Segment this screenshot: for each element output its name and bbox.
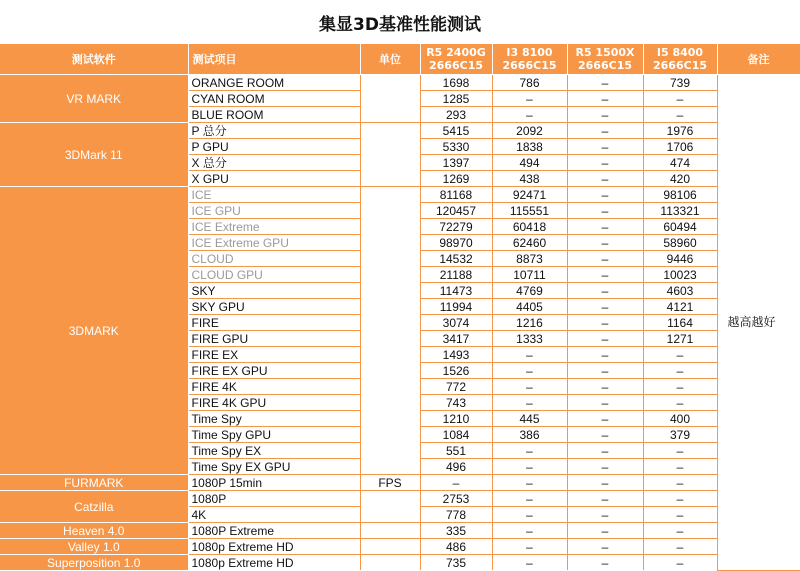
score-cell: – [492, 443, 567, 459]
test-item-cell: FIRE 4K [188, 379, 360, 395]
unit-cell [360, 539, 420, 555]
score-cell: – [567, 523, 643, 539]
score-cell: – [643, 395, 717, 411]
score-cell: 113321 [643, 203, 717, 219]
test-item-cell: CLOUD [188, 251, 360, 267]
score-cell: 92471 [492, 187, 567, 203]
score-cell: – [567, 395, 643, 411]
score-cell: 1838 [492, 139, 567, 155]
score-cell: 115551 [492, 203, 567, 219]
score-cell: 335 [420, 523, 492, 539]
table-row [0, 123, 800, 139]
score-cell: – [492, 507, 567, 523]
test-item-cell: FIRE [188, 315, 360, 331]
score-cell: – [643, 443, 717, 459]
table-row [0, 475, 800, 491]
score-cell: 72279 [420, 219, 492, 235]
score-cell: – [492, 491, 567, 507]
score-cell: 10711 [492, 267, 567, 283]
test-item-cell: FIRE GPU [188, 331, 360, 347]
test-item-cell: ICE [188, 187, 360, 203]
score-cell: – [643, 107, 717, 123]
score-cell: 21188 [420, 267, 492, 283]
header-cpu-4 [643, 44, 717, 75]
test-item-cell: 1080P [188, 491, 360, 507]
score-cell: 786 [492, 75, 567, 91]
score-cell: 445 [492, 411, 567, 427]
software-cell: Heaven 4.0 [0, 523, 188, 539]
table-row [0, 539, 800, 555]
score-cell: – [492, 475, 567, 491]
score-cell: – [643, 539, 717, 555]
score-cell: – [567, 475, 643, 491]
header-cpu-2-memory: 2666C15 [502, 59, 557, 72]
score-cell: – [492, 107, 567, 123]
score-cell: 120457 [420, 203, 492, 219]
score-cell: – [643, 491, 717, 507]
software-cell: Valley 1.0 [0, 539, 188, 555]
header-cpu-3-memory: 2666C15 [578, 59, 632, 72]
software-cell: VR MARK [0, 75, 188, 123]
test-item-cell: SKY GPU [188, 299, 360, 315]
score-cell: 739 [643, 75, 717, 91]
score-cell: 60494 [643, 219, 717, 235]
software-cell: 3DMARK [0, 187, 188, 475]
test-item-cell: P 总分 [188, 123, 360, 139]
table-row [0, 555, 800, 571]
score-cell: 11473 [420, 283, 492, 299]
score-cell: 2753 [420, 491, 492, 507]
score-cell: – [567, 267, 643, 283]
score-cell: – [567, 331, 643, 347]
software-cell: FURMARK [0, 475, 188, 491]
score-cell: – [492, 523, 567, 539]
test-item-cell: 1080P Extreme [188, 523, 360, 539]
test-item-cell: ICE GPU [188, 203, 360, 219]
score-cell: – [492, 555, 567, 571]
table-row [0, 491, 800, 507]
score-cell: 81168 [420, 187, 492, 203]
header-cpu-3-model: R5 1500X [575, 46, 635, 59]
unit-cell [360, 187, 420, 475]
table-body [0, 75, 800, 571]
score-cell: – [567, 283, 643, 299]
unit-cell [360, 123, 420, 187]
score-cell: 4769 [492, 283, 567, 299]
score-cell: 778 [420, 507, 492, 523]
unit-cell [360, 491, 420, 523]
score-cell: 1210 [420, 411, 492, 427]
header-cpu-1-model: R5 2400G [426, 46, 486, 59]
score-cell: 1164 [643, 315, 717, 331]
score-cell: 1706 [643, 139, 717, 155]
test-item-cell: ICE Extreme GPU [188, 235, 360, 251]
score-cell: 3417 [420, 331, 492, 347]
test-item-cell: X GPU [188, 171, 360, 187]
score-cell: – [643, 507, 717, 523]
score-cell: – [492, 363, 567, 379]
score-cell: – [567, 347, 643, 363]
score-cell: – [643, 523, 717, 539]
score-cell: – [643, 475, 717, 491]
score-cell: – [567, 219, 643, 235]
test-item-cell: P GPU [188, 139, 360, 155]
score-cell: 1285 [420, 91, 492, 107]
score-cell: 4603 [643, 283, 717, 299]
score-cell: 5415 [420, 123, 492, 139]
score-cell: – [492, 539, 567, 555]
score-cell: 400 [643, 411, 717, 427]
unit-cell [360, 555, 420, 571]
score-cell: – [567, 299, 643, 315]
test-item-cell: CLOUD GPU [188, 267, 360, 283]
table-row [0, 523, 800, 539]
score-cell: – [567, 315, 643, 331]
test-item-cell: SKY [188, 283, 360, 299]
unit-cell: FPS [360, 475, 420, 491]
score-cell: 496 [420, 459, 492, 475]
header-software: 测试软件 [0, 44, 188, 75]
score-cell: – [492, 91, 567, 107]
score-cell: 1333 [492, 331, 567, 347]
score-cell: 386 [492, 427, 567, 443]
score-cell: 1216 [492, 315, 567, 331]
unit-cell [360, 523, 420, 539]
test-item-cell: 4K [188, 507, 360, 523]
score-cell: 14532 [420, 251, 492, 267]
score-cell: – [643, 347, 717, 363]
score-cell: – [567, 555, 643, 571]
score-cell: 551 [420, 443, 492, 459]
score-cell: 98106 [643, 187, 717, 203]
score-cell: – [492, 347, 567, 363]
test-item-cell: FIRE EX GPU [188, 363, 360, 379]
score-cell: 60418 [492, 219, 567, 235]
unit-cell [360, 75, 420, 123]
test-item-cell: FIRE EX [188, 347, 360, 363]
benchmark-table [0, 44, 800, 571]
table-header [0, 44, 800, 75]
software-cell: Catzilla [0, 491, 188, 523]
score-cell: – [420, 475, 492, 491]
header-note: 备注 [717, 44, 800, 75]
header-cpu-4-model: I5 8400 [656, 46, 704, 59]
score-cell: 4121 [643, 299, 717, 315]
score-cell: 1493 [420, 347, 492, 363]
test-item-cell: Time Spy EX GPU [188, 459, 360, 475]
score-cell: 743 [420, 395, 492, 411]
score-cell: – [567, 491, 643, 507]
score-cell: – [567, 363, 643, 379]
test-item-cell: X 总分 [188, 155, 360, 171]
score-cell: 3074 [420, 315, 492, 331]
test-item-cell: 1080p Extreme HD [188, 555, 360, 571]
score-cell: – [492, 395, 567, 411]
score-cell: 1526 [420, 363, 492, 379]
score-cell: – [643, 459, 717, 475]
score-cell: 474 [643, 155, 717, 171]
header-item: 测试项目 [188, 44, 360, 75]
score-cell: – [567, 459, 643, 475]
score-cell: – [567, 507, 643, 523]
score-cell: – [567, 107, 643, 123]
test-item-cell: ICE Extreme [188, 219, 360, 235]
header-cpu-3 [567, 44, 643, 75]
score-cell: 11994 [420, 299, 492, 315]
score-cell: 772 [420, 379, 492, 395]
page-title: 集显3D基准性能测试 [319, 14, 481, 35]
score-cell: 1269 [420, 171, 492, 187]
score-cell: 9446 [643, 251, 717, 267]
score-cell: 1271 [643, 331, 717, 347]
score-cell: – [567, 203, 643, 219]
score-cell: – [643, 555, 717, 571]
table-row [0, 187, 800, 203]
test-item-cell: ORANGE ROOM [188, 75, 360, 91]
score-cell: – [567, 171, 643, 187]
test-item-cell: Time Spy GPU [188, 427, 360, 443]
header-cpu-1-memory: 2666C15 [429, 59, 483, 72]
test-item-cell: CYAN ROOM [188, 91, 360, 107]
score-cell: 4405 [492, 299, 567, 315]
score-cell: – [567, 379, 643, 395]
score-cell: 420 [643, 171, 717, 187]
header-cpu-1 [420, 44, 492, 75]
header-cpu-2 [492, 44, 567, 75]
score-cell: 1084 [420, 427, 492, 443]
score-cell: – [492, 459, 567, 475]
score-cell: 1976 [643, 123, 717, 139]
score-cell: – [643, 91, 717, 107]
test-item-cell: Time Spy [188, 411, 360, 427]
score-cell: 2092 [492, 123, 567, 139]
score-cell: – [492, 379, 567, 395]
score-cell: – [643, 363, 717, 379]
software-cell: 3DMark 11 [0, 123, 188, 187]
header-unit: 单位 [360, 44, 420, 75]
score-cell: – [567, 251, 643, 267]
score-cell: – [567, 427, 643, 443]
score-cell: 62460 [492, 235, 567, 251]
score-cell: – [567, 443, 643, 459]
test-item-cell: FIRE 4K GPU [188, 395, 360, 411]
score-cell: 58960 [643, 235, 717, 251]
score-cell: – [567, 91, 643, 107]
score-cell: 10023 [643, 267, 717, 283]
score-cell: 1397 [420, 155, 492, 171]
score-cell: – [567, 139, 643, 155]
test-item-cell: BLUE ROOM [188, 107, 360, 123]
software-cell: Superposition 1.0 [0, 555, 188, 571]
test-item-cell: Time Spy EX [188, 443, 360, 459]
score-cell: 5330 [420, 139, 492, 155]
score-cell: 8873 [492, 251, 567, 267]
score-cell: 438 [492, 171, 567, 187]
test-item-cell: 1080p Extreme HD [188, 539, 360, 555]
score-cell: – [567, 539, 643, 555]
score-cell: – [567, 75, 643, 91]
score-cell: 293 [420, 107, 492, 123]
score-cell: 379 [643, 427, 717, 443]
test-item-cell: 1080P 15min [188, 475, 360, 491]
score-cell: – [567, 123, 643, 139]
score-cell: 494 [492, 155, 567, 171]
score-cell: 98970 [420, 235, 492, 251]
header-cpu-4-memory: 2666C15 [653, 59, 707, 72]
score-cell: 1698 [420, 75, 492, 91]
score-cell: 735 [420, 555, 492, 571]
score-cell: – [567, 155, 643, 171]
score-cell: 486 [420, 539, 492, 555]
table-row [0, 75, 800, 91]
score-cell: – [567, 235, 643, 251]
score-cell: – [567, 411, 643, 427]
header-cpu-2-model: I3 8100 [506, 46, 553, 59]
note-cell: 越高越好 [717, 75, 800, 571]
score-cell: – [643, 379, 717, 395]
score-cell: – [567, 187, 643, 203]
